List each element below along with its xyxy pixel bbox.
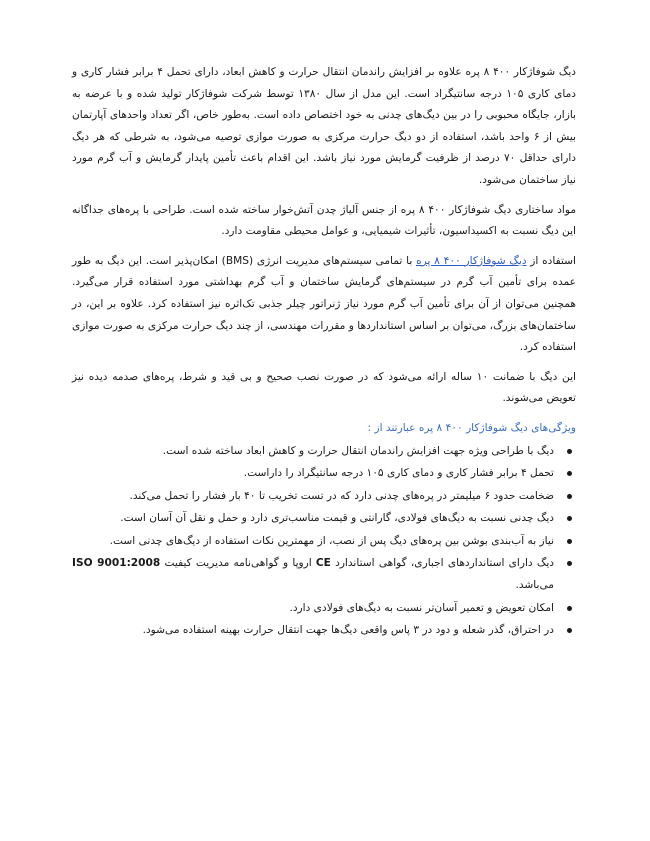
list-item: دیگ چدنی نسبت به دیگ‌های فولادی، گارانتی و قیمت مناسب‌تری دارد و حمل و نقل آن آسان است. bbox=[72, 508, 554, 530]
bullet-icon bbox=[567, 606, 572, 611]
features-heading: ویژگی‌های دیگ شوفاژکار ۴۰۰ ۸ پره عبارتند از : bbox=[367, 421, 576, 434]
bullet-icon bbox=[567, 471, 572, 476]
bms-text-before: استفاده از bbox=[526, 254, 576, 267]
bullet-icon bbox=[567, 628, 572, 633]
ce-mark: CE bbox=[315, 557, 331, 570]
bms-paragraph bbox=[72, 251, 576, 359]
list-item: ضخامت حدود ۶ میلیمتر در پره‌های چدنی دارد که در تست تخریب تا ۴۰ بار فشار را تحمل می‌کند. bbox=[72, 486, 554, 508]
list-item: تحمل ۴ برابر فشار کاری و دمای کاری ۱۰۵ درجه سانتیگراد را داراست. bbox=[72, 463, 554, 485]
material-paragraph: مواد ساختاری دیگ شوفاژکار ۴۰۰ ۸ پره از جنس آلیاژ چدن آتش‌خوار ساخته شده است. طراحی با پره‌های جداگانه این دیگ نسبت به اکسیداسیون، تأثیرات شیمیایی، و عوامل محیطی مقاومت دارد. bbox=[72, 203, 576, 238]
features-list bbox=[72, 441, 576, 642]
warranty-paragraph: این دیگ با ضمانت ۱۰ ساله ارائه می‌شود که در صورت نصب صحیح و بی قید و شرط، پره‌های صدمه دیده نیز تعویض می‌شوند. bbox=[72, 370, 576, 405]
list-item-standards: دیگ دارای استانداردهای اجباری، گواهی استاندارد CE اروپا و گواهی‌نامه مدیریت کیفیت ISO 9001:2008 می‌باشد. bbox=[72, 553, 554, 596]
document-body bbox=[72, 62, 576, 643]
intro-paragraph: دیگ شوفاژکار ۴۰۰ ۸ پره علاوه بر افزایش راندمان انتقال حرارت و کاهش ابعاد، دارای تحمل ۴ برابر فشار کاری و دمای کاری ۱۰۵ درجه سانتیگراد است. این مدل از سال ۱۳۸۰ توسط شرکت شوفاژکار تولید شده و با عرضه به بازار، جایگاه محبوبی را در بین دیگ‌های چدنی به خود اختصاص داده است. به‌طور خاص، اگر تعداد واحدهای آپارتمان بیش از ۶ واحد باشد، استفاده از دو دیگ حرارت مرکزی به صورت موازی توصیه می‌شود، به شرطی که هر دیگ دارای حداقل ۷۰ درصد از ظرفیت گرمایش مورد نیاز باشد. این اقدام باعث تأمین پایدار گرمایش و آب گرم مورد نیاز ساختمان می‌شود. bbox=[72, 66, 577, 186]
list-item: دیگ با طراحی ویژه جهت افزایش راندمان انتقال حرارت و کاهش ابعاد ساخته شده است. bbox=[72, 441, 554, 463]
bullet-icon bbox=[567, 449, 572, 454]
bullet-icon bbox=[567, 539, 572, 544]
bullet-icon bbox=[567, 516, 572, 521]
list-item: امکان تعویض و تعمیر آسان‌تر نسبت به دیگ‌های فولادی دارد. bbox=[72, 598, 554, 620]
bullet-icon bbox=[567, 561, 572, 566]
list-item: در احتراق، گذر شعله و دود در ۳ پاس واقعی دیگ‌ها جهت انتقال حرارت بهینه استفاده می‌شود. bbox=[72, 620, 554, 642]
bullet-icon bbox=[567, 494, 572, 499]
iso-standard: ISO 9001:2008 bbox=[72, 557, 161, 570]
list-item: نیاز به آب‌بندی بوشن بین پره‌های دیگ پس از نصب، از مهمترین نکات استفاده از دیگ‌های چدنی است. bbox=[72, 531, 554, 553]
boiler-product-link[interactable]: دیگ شوفاژکار ۴۰۰ ۸ پره bbox=[416, 254, 527, 267]
bms-text-after: با تمامی سیستم‌های مدیریت انرژی (BMS) امکان‌پذیر است. این دیگ به طور عمده برای تأمین آب گرم در سیستم‌های گرمایش ساختمان و آب گرم بهداشتی مورد استفاده قرار می‌گیرد. همچنین می‌توان از آن برای تأمین آب گرم مورد نیاز ژنراتور چیلر جذبی تک‌اثره نیز استفاده کرد. علاوه بر این، در ساختمان‌های بزرگ، می‌توان بر اساس استانداردها و مقررات مهندسی، از چند دیگ حرارت مرکزی به صورت موازی استفاده کرد. bbox=[72, 254, 576, 354]
